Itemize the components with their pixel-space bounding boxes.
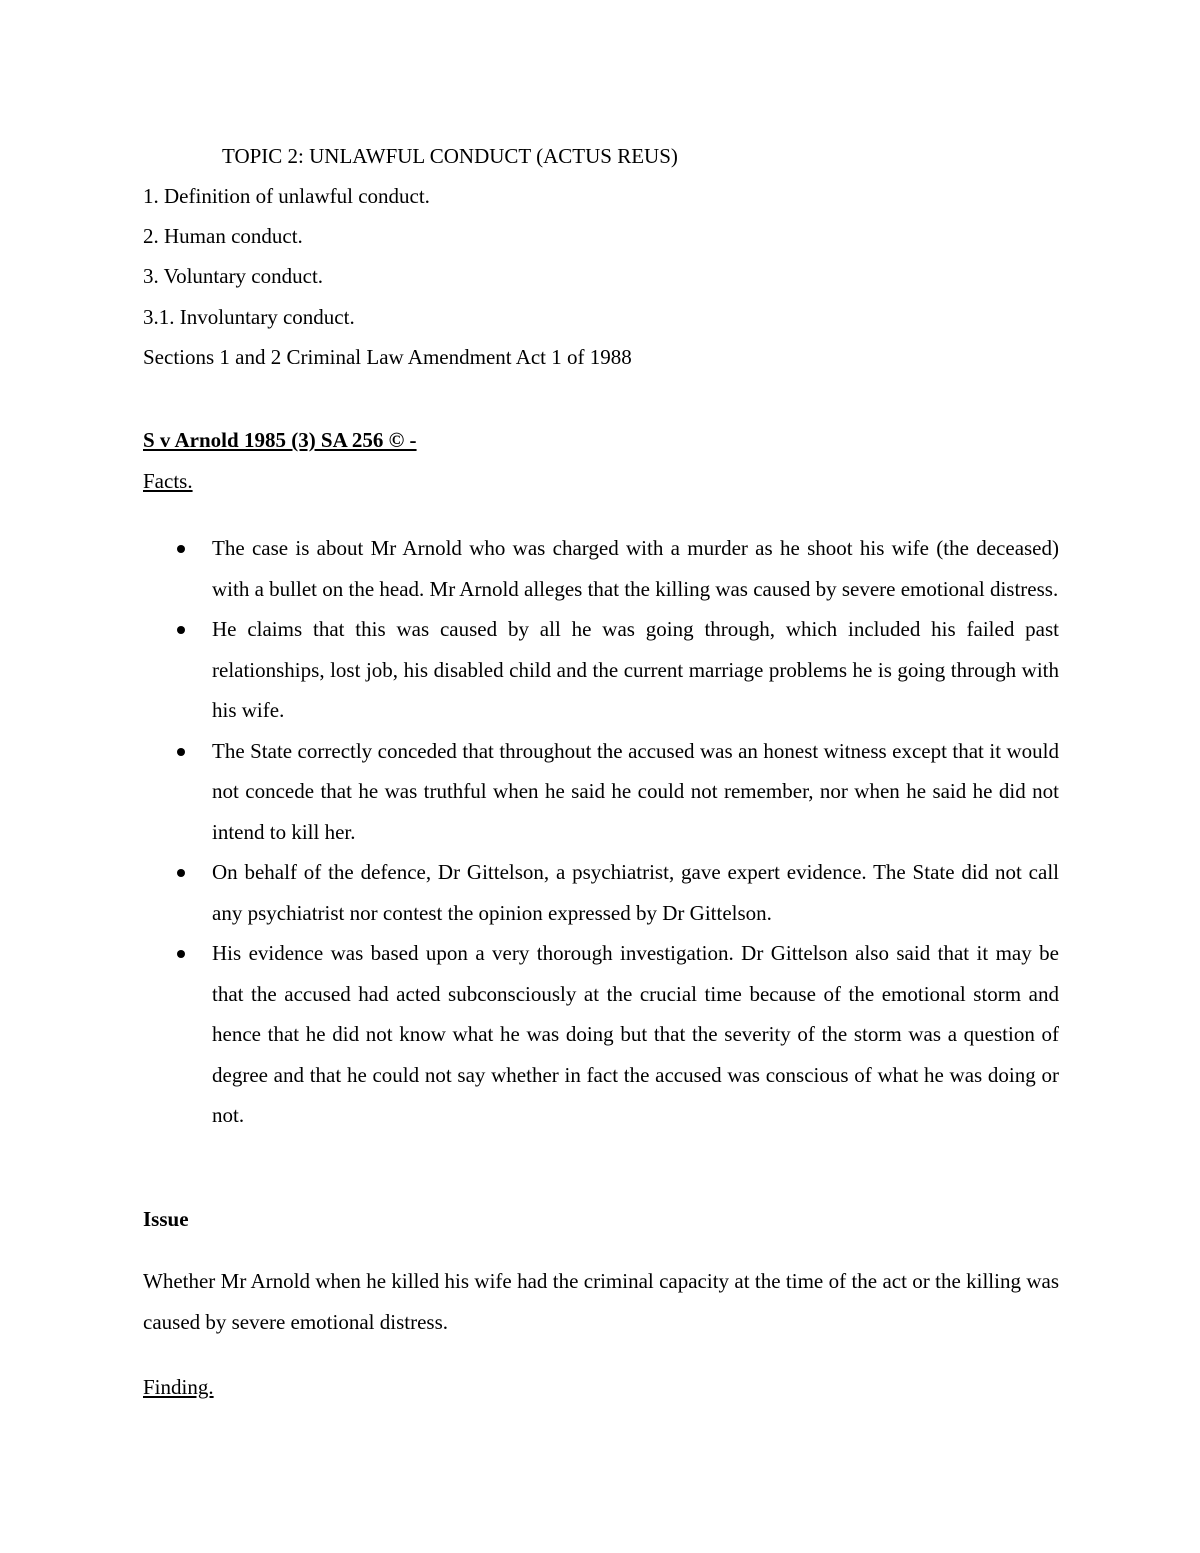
topic-title: TOPIC 2: UNLAWFUL CONDUCT (ACTUS REUS)	[222, 144, 678, 168]
issue-label: Issue	[143, 1207, 189, 1231]
facts-item-text: On behalf of the defence, Dr Gittelson, a psychiatrist, gave expert evidence. The State did not call any psychiatrist nor contest the opinion expressed by Dr Gittelson.	[212, 860, 1059, 925]
facts-item	[143, 933, 1059, 1136]
bullet-icon	[177, 869, 185, 877]
facts-item	[143, 528, 1059, 609]
bullet-icon	[177, 545, 185, 553]
facts-item-text: His evidence was based upon a very thorough investigation. Dr Gittelson also said that it may be that the accused had acted subconsciously at the crucial time because of the emotional storm and hence that he did not know what he was doing but that the severity of the storm was a question of degree and that he could not say whether in fact the accused was conscious of what he was doing or not.	[212, 941, 1059, 1127]
facts-item-text: The State correctly conceded that throughout the accused was an honest witness except that it would not concede that he was truthful when he said he could not remember, nor when he said he did not intend to kill her.	[212, 738, 1059, 844]
bullet-icon	[177, 748, 185, 756]
outline-item: 3. Voluntary conduct.	[143, 264, 324, 288]
facts-item-text: He claims that this was caused by all he was going through, which included his failed past relationships, lost job, his disabled child and the current marriage problems he is going through with his wife.	[212, 617, 1059, 722]
outline-item: 2. Human conduct.	[143, 224, 303, 248]
case-heading: S v Arnold 1985 (3) SA 256 © -	[143, 428, 417, 452]
facts-label: Facts.	[143, 469, 193, 493]
issue-text: Whether Mr Arnold when he killed his wife had the criminal capacity at the time of the act or the killing was caused by severe emotional distress.	[143, 1269, 1059, 1334]
facts-item	[143, 852, 1059, 933]
outline-item: 3.1. Involuntary conduct.	[143, 305, 355, 329]
facts-list	[143, 528, 1059, 1136]
bullet-icon	[177, 950, 185, 958]
outline-item: 1. Definition of unlawful conduct.	[143, 184, 430, 208]
facts-item	[143, 609, 1059, 731]
facts-item	[143, 731, 1059, 853]
statute-reference: Sections 1 and 2 Criminal Law Amendment Act 1 of 1988	[143, 345, 632, 369]
facts-item-text: The case is about Mr Arnold who was charged with a murder as he shoot his wife (the deceased) with a bullet on the head. Mr Arnold alleges that the killing was caused by severe emotional distress.	[212, 536, 1059, 601]
finding-label: Finding.	[143, 1375, 214, 1399]
bullet-icon	[177, 626, 185, 634]
